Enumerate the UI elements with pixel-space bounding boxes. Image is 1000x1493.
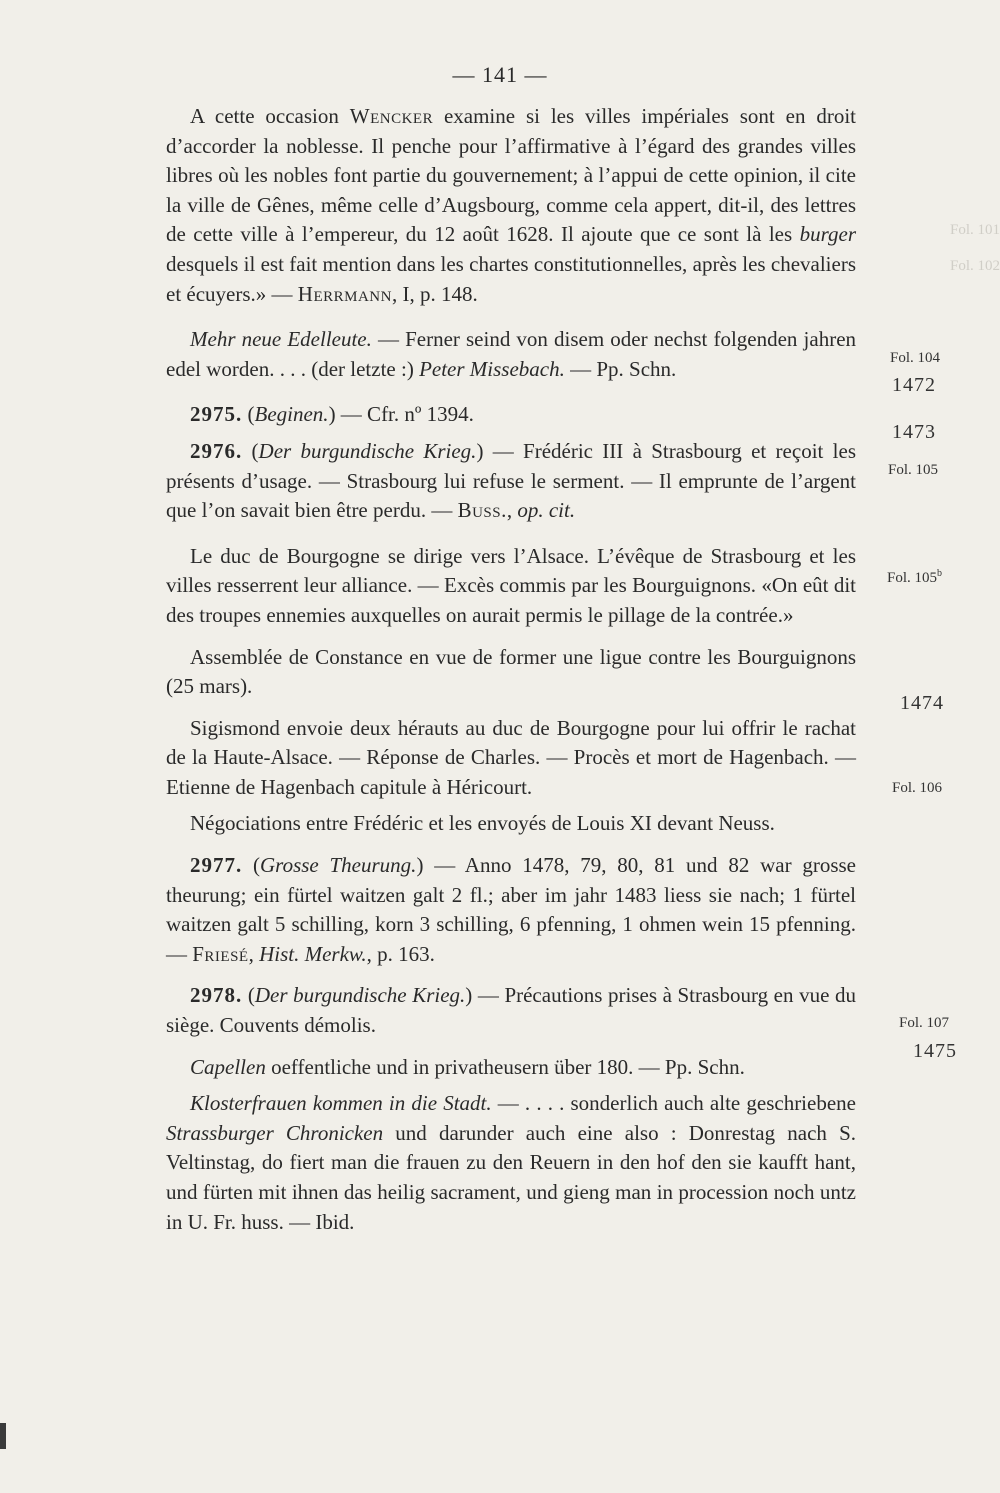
text-segment: , [506,498,518,523]
text-segment: Klosterfrauen kommen in die Stadt. [190,1091,492,1116]
margin-fol-105b: Fol. 105$^b$ [887,568,943,586]
text-segment: desquels il est fait mention dans les chartes constitutionnelles, après les chevaliers et écuyers.» — [166,251,856,306]
text-segment: — Pp. Schn. [564,356,677,381]
text-segment: op. cit. [517,498,576,523]
text-segment: Beginen. [254,402,329,427]
text-segment: — . . . . sonderlich auch alte geschriebene [491,1091,856,1116]
text-segment: oeffentliche und in privatheusern über 180. — Pp. Schn. [265,1054,745,1079]
main-text [166,102,856,1237]
text-segment: A cette occasion [190,104,350,128]
text-segment: Friesé [192,941,249,966]
entry-2978 [166,981,856,1040]
text-segment: , [248,941,260,966]
margin-year-1474: 1474 [900,692,944,714]
bleed-through-text: Fol. 102 [949,258,1000,274]
text-segment: Wencker [349,104,434,128]
margin-year-1473: 1473 [892,421,936,443]
text-segment: ) — Précautions prises à Strasbourg en vue du siège. Couvents démolis. [166,983,856,1038]
text-segment: Capellen [190,1054,266,1079]
text-segment: Herrmann [297,281,392,306]
text-segment: Hist. Merkw. [259,941,367,966]
text-segment: burger [799,222,856,247]
text-segment: 2976. [190,438,243,463]
margin-fol-107: Fol. 107 [899,1015,950,1031]
page-edge-mark [0,1423,6,1449]
text-segment: Der burgundische Krieg. [254,983,466,1008]
text-segment: Le duc de Bourgogne se dirige vers l’Alsace. L’évêque de Strasbourg et les villes resserrent leur alliance. — Excès commis par les Bourguignons. «On eût dit des troupes ennemies auxquelles on aurait permis le pillage de la contrée.» [166,543,856,627]
text-segment: ( [242,983,255,1008]
text-segment: Assemblée de Constance en vue de former une ligue contre les Bourguignons (25 mars). [166,644,856,699]
entry-2976 [166,437,856,526]
paragraph-klosterfrauen [166,1089,856,1237]
text-segment: ( [242,853,261,878]
text-segment: ) — Anno 1478, 79, 80, 81 und 82 war grosse theurung; ein fürtel waitzen galt 2 fl.; aber im jahr 1483 liess sie nach; 1 fürtel waitzen galt 5 schilling, korn 3 schilling, 6 pfenning, 1 ohmen wein 15 pfenning. — [166,853,856,966]
paragraph-sigismond [166,714,856,803]
text-segment: Grosse Theurung. [260,853,417,878]
text-segment: 2975. [190,402,243,427]
margin-fol-105b-text: Fol. 105 [887,570,938,586]
paragraph-edelleute [166,325,856,384]
text-segment: examine si les villes impériales sont en droit d’accorder la noblesse. Il penche pour l’affirmative à l’égard des grandes villes libres où les nobles font partie du gouvernement; à l’appui de cette opinion, il cite la ville de Gênes, même celle d’Augsbourg, comme cela appert, dit-il, des lettres de cette ville à l’empereur, du 12 août 1628. Il ajoute que ce sont là les [166,104,857,247]
margin-year-1472: 1472 [892,374,936,396]
text-segment: 2978. [190,983,243,1008]
text-segment: ) — Frédéric III à Strasbourg et reçoit les présents d’usage. — Strasbourg lui refuse le serment. — Il emprunte de l’argent que l’on savait bien être perdu. — [166,438,856,523]
text-segment: ) — Cfr. nº 1394. [328,402,474,427]
text-segment: Négociations entre Frédéric et les envoyés de Louis XI devant Neuss. [190,811,775,836]
paragraph-wencker [166,102,856,309]
margin-fol-104: Fol. 104 [890,350,941,366]
text-segment: Mehr neue Edelleute. [190,327,372,352]
bleed-through-text: Fol. 101 [949,222,1000,238]
text-segment: Strassburger Chronicken [166,1120,384,1145]
text-segment: Sigismond envoie deux hérauts au duc de Bourgogne pour lui offrir le rachat de la Haute-Alsace. — Réponse de Charles. — Procès et mort de Hagenbach. — Etienne de Hagenbach capitule à Héricourt. [166,715,856,799]
text-segment: , p. 163. [366,941,435,966]
text-segment: 2977. [190,853,243,878]
margin-fol-105: Fol. 105 [888,462,939,478]
text-segment: Buss. [457,498,507,523]
paragraph-constance [166,643,856,702]
paragraph-capellen [166,1053,856,1083]
paragraph-negociations [166,809,856,839]
margin-fol-106: Fol. 106 [892,780,943,796]
page-number: — 141 — [452,62,548,87]
entry-2977 [166,851,856,969]
text-segment: — Ferner seind von disem oder nechst folgenden jahren edel worden. . . . (der letzte :) [166,327,857,381]
text-segment: ( [242,402,255,427]
text-segment: Peter Missebach. [419,356,565,381]
entry-2975 [166,400,856,430]
margin-year-1475: 1475 [913,1040,957,1062]
text-segment: und darunder auch eine also : Donrestag nach S. Veltinstag, do fiert man die frauen zu den Reuern in den hof den sie kaufft hant, und fürten mit ihnen das heilig sacrament, und gieng man in procession noch untz in U. Fr. huss. — Ibid. [166,1120,856,1234]
text-segment: ( [242,438,259,463]
paragraph-bourgogne [166,542,856,631]
text-segment: Der burgundische Krieg. [258,438,477,463]
text-segment: , I, p. 148. [391,281,478,306]
